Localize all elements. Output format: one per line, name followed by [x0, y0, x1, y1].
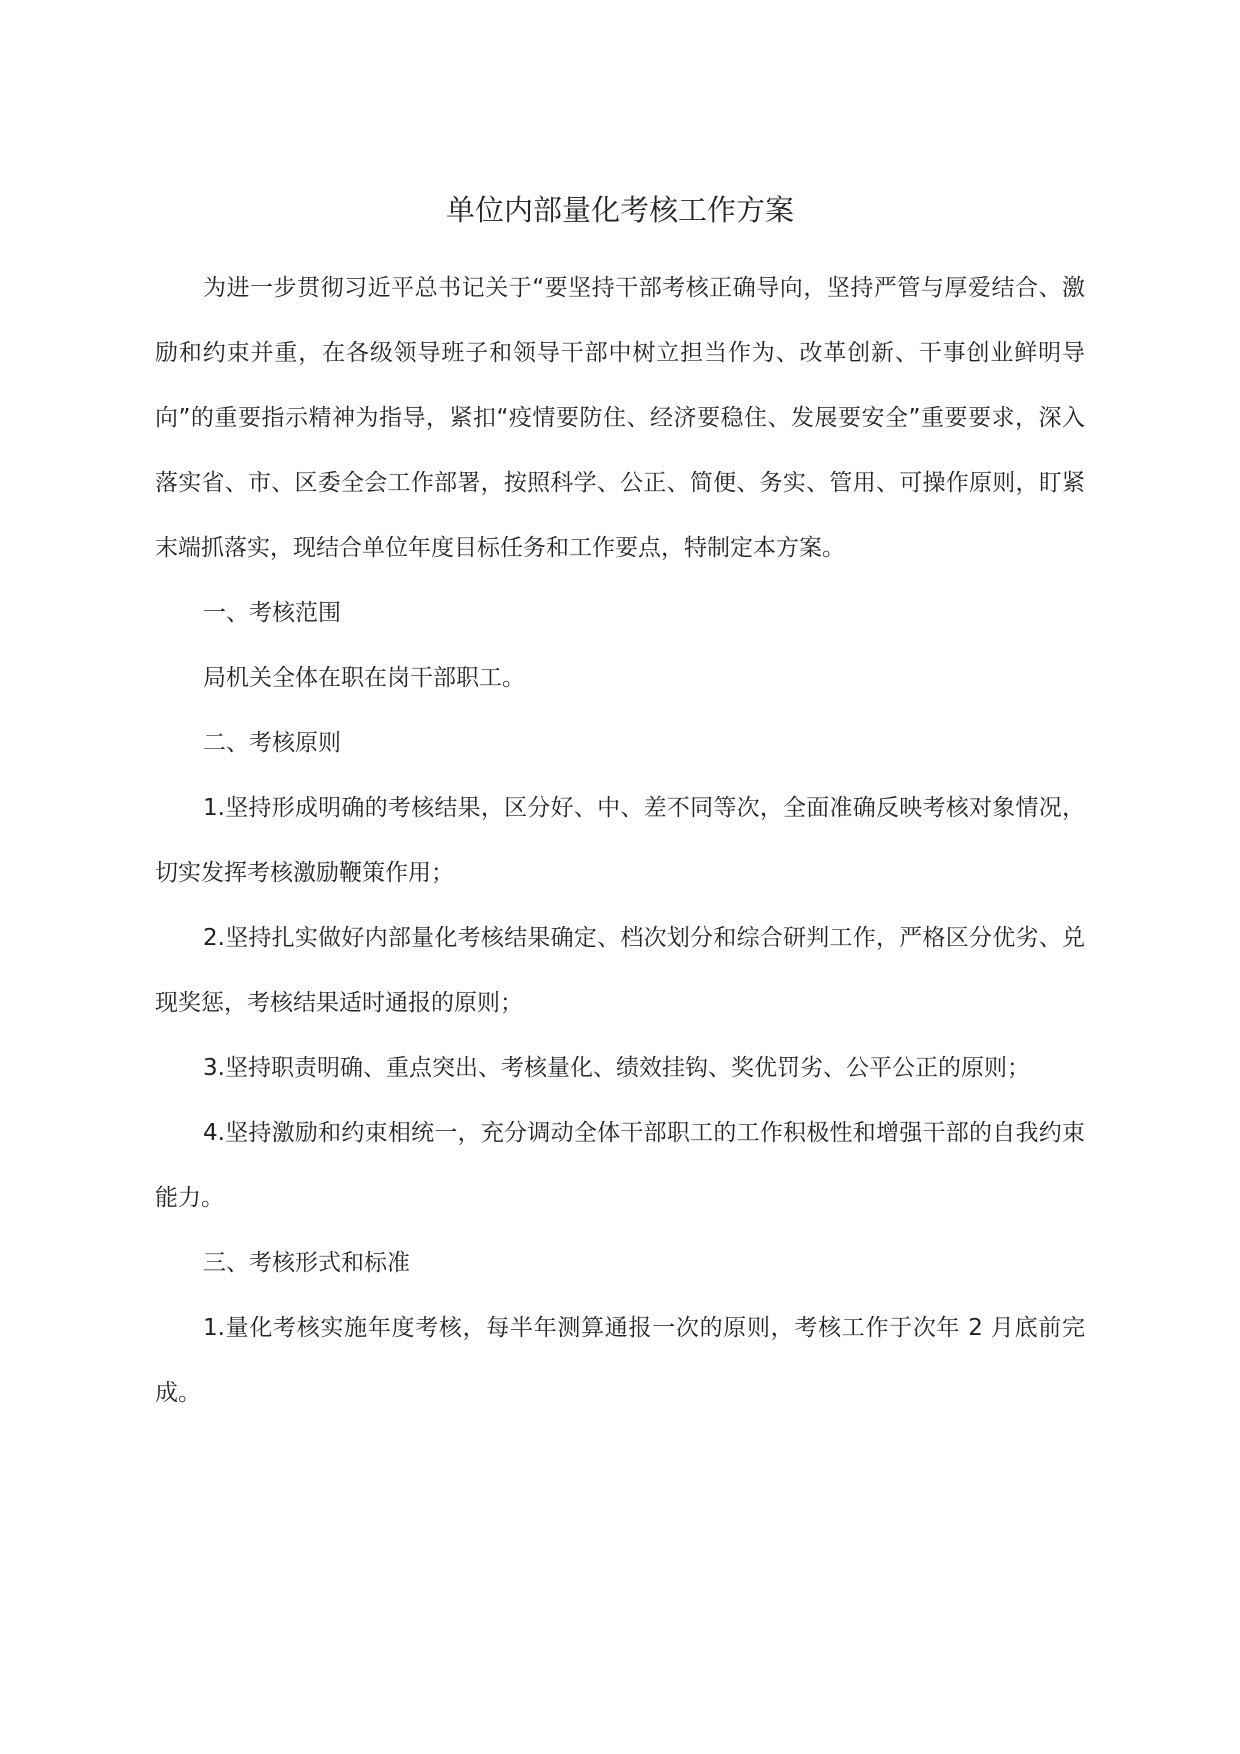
- document-title: 单位内部量化考核工作方案: [445, 193, 794, 227]
- section-heading-principles: 二、考核原则: [203, 730, 341, 756]
- scope-paragraph: 局机关全体在职在岗干部职工。: [203, 665, 525, 691]
- document-body: [155, 256, 1085, 1426]
- principle-item-3: 3.坚持职责明确、重点突出、考核量化、绩效挂钩、奖优罚劣、公平公正的原则；: [203, 1055, 1030, 1081]
- principle-item-1: 1.坚持形成明确的考核结果，区分好、中、差不同等次，全面准确反映考核对象情况，切实发挥考核激励鞭策作用；: [155, 795, 1085, 886]
- form-standard-item-1: 1.量化考核实施年度考核，每半年测算通报一次的原则，考核工作于次年 2 月底前完成。: [155, 1315, 1085, 1406]
- principle-item-2: 2.坚持扎实做好内部量化考核结果确定、档次划分和综合研判工作，严格区分优劣、兑现奖惩，考核结果适时通报的原则；: [155, 925, 1085, 1016]
- section-heading-form-standard: 三、考核形式和标准: [203, 1250, 410, 1276]
- principle-item-4: 4.坚持激励和约束相统一，充分调动全体干部职工的工作积极性和增强干部的自我约束能力。: [155, 1120, 1085, 1211]
- section-heading-scope: 一、考核范围: [203, 600, 341, 626]
- intro-paragraph: 为进一步贯彻习近平总书记关于“要坚持干部考核正确导向，坚持严管与厚爱结合、激励和约束并重，在各级领导班子和领导干部中树立担当作为、改革创新、干事创业鲜明导向”的重要指示精神为指导，紧扣“疫情要防住、经济要稳住、发展要安全”重要要求，深入落实省、市、区委全会工作部署，按照科学、公正、简便、务实、管用、可操作原则，盯紧末端抓落实，现结合单位年度目标任务和工作要点，特制定本方案。: [155, 275, 1085, 561]
